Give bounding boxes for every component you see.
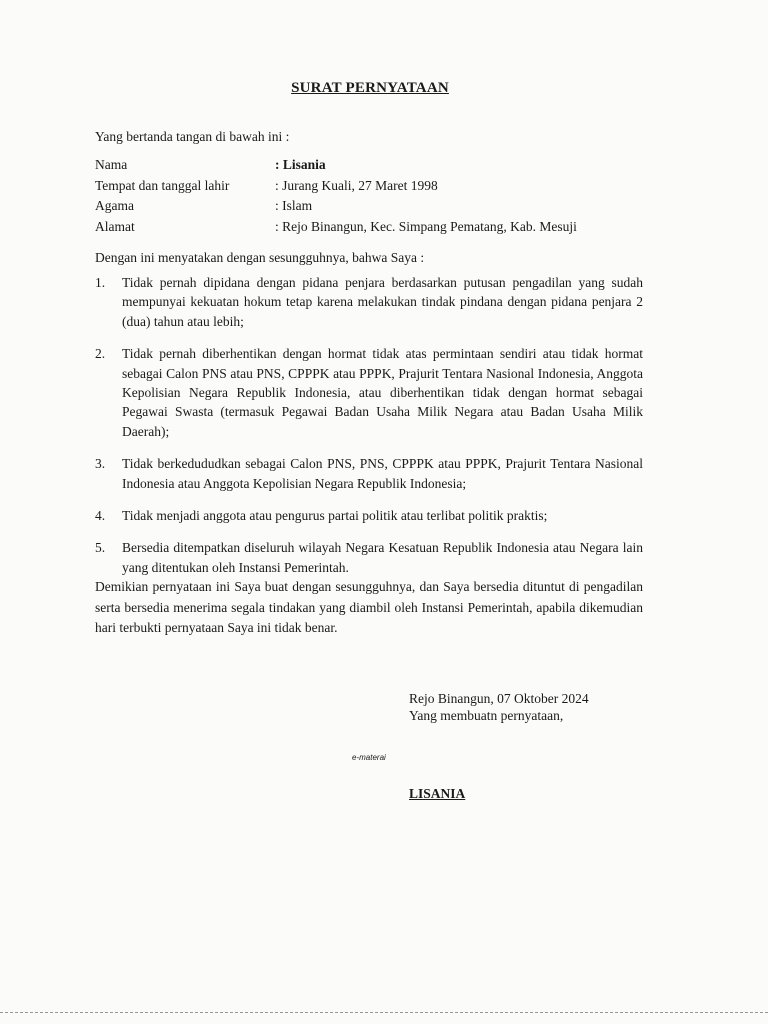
list-item-text: Tidak pernah diberhentikan dengan hormat tidak atas permintaan sendiri atau tidak hormat sebagai Calon PNS atau PNS, CPPPK atau PPPK, Prajurit Tentara Nasional Indonesia, Anggota Kepolisian Negara Republik Indonesia, atau diberhentikan tidak dengan hormat sebagai Pegawai Swasta (termasuk Pegawai Badan Usaha Milik Negara atau Badan Usaha Milik Daerah); [122,346,643,439]
signer-name: LISANIA [409,786,466,801]
declaration-list [95,273,643,590]
identity-value: : Jurang Kuali, 27 Maret 1998 [275,177,438,193]
list-item-text: Tidak menjadi anggota atau pengurus partai politik atau terlibat politik praktis; [122,508,548,524]
identity-value: : Rejo Binangun, Kec. Simpang Pematang, Kab. Mesuji [275,218,577,234]
identity-value: : Lisania [275,157,326,172]
identity-row-name [95,155,577,176]
list-item-text: Tidak pernah dipidana dengan pidana penjara berdasarkan putusan pengadilan yang sudah mempunyai kekuatan hokum tetap karena melakukan tindak pindana dengan pidana penjara 2 (dua) tahun atau lebih; [122,275,643,329]
identity-label: Alamat [95,218,135,234]
emeterai-label: e-materai [352,753,386,762]
identity-label: Tempat dan tanggal lahir [95,177,230,193]
scan-edge-line [0,1012,768,1013]
list-item-text: Bersedia ditempatkan diseluruh wilayah Negara Kesatuan Republik Indonesia atau Negara lain yang ditentukan oleh Instansi Pemerintah. [122,540,643,575]
signer-caption: Yang membuatn pernyataan, [409,708,564,723]
list-item [95,454,643,493]
list-item [95,273,643,331]
identity-label: Nama [95,157,128,172]
intro-text: Yang bertanda tangan di bawah ini : [95,129,290,144]
list-item-number: 3. [95,456,106,472]
place-date: Rejo Binangun, 07 Oktober 2024 [409,691,589,706]
identity-value: : Islam [275,198,313,213]
document-title: SURAT PERNYATAAN [291,80,449,96]
list-item-number: 2. [95,346,106,362]
identity-row-birth [95,176,577,197]
closing-paragraph: Demikian pernyataan ini Saya buat dengan sesungguhnya, dan Saya bersedia dituntut di pengadilan serta bersedia menerima segala tindakan yang diambil oleh Instansi Pemerintah, apabila dikemudian hari terbukti pernyataan Saya ini tidak benar. [95,579,643,635]
signature-block [409,690,589,724]
identity-row-religion [95,196,577,217]
identity-row-address [95,217,577,238]
list-item-number: 1. [95,275,106,290]
identity-table [95,155,577,237]
declaration-intro: Dengan ini menyatakan dengan sesungguhnya, bahwa Saya : [95,250,425,265]
list-item-number: 5. [95,540,106,556]
list-item-number: 4. [95,508,106,524]
list-item [95,344,643,441]
list-item-text: Tidak berkedududkan sebagai Calon PNS, PNS, CPPPK atau PPPK, Prajurit Tentara Nasional Indonesia atau Anggota Kepolisian Negara Republik Indonesia; [122,456,643,491]
identity-label: Agama [95,198,134,213]
list-item [95,506,643,525]
list-item [95,538,643,577]
